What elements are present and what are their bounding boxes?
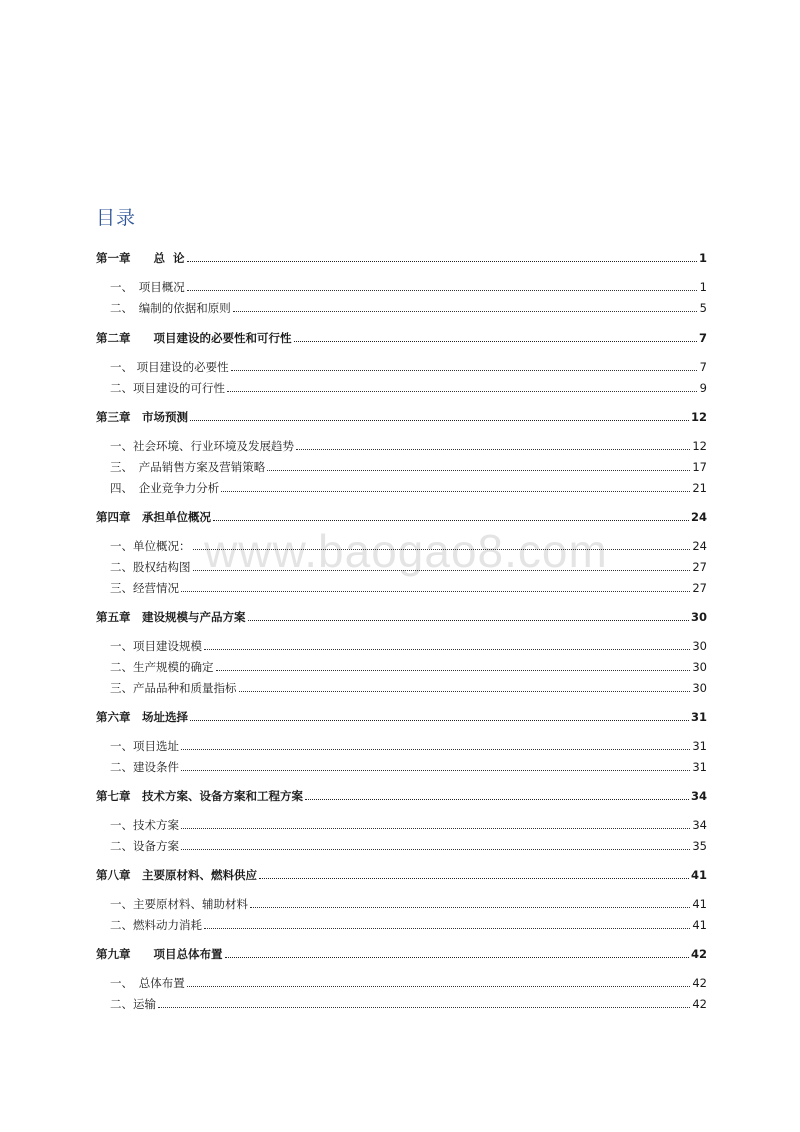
toc-section-entry[interactable]: [96, 435, 707, 453]
toc-section-entry[interactable]: [96, 814, 707, 832]
toc-chapter-entry[interactable]: [96, 247, 707, 265]
toc-entry-page-number: 7: [698, 331, 707, 345]
toc-section-entry[interactable]: [96, 656, 707, 674]
toc-section-entry[interactable]: [96, 577, 707, 595]
toc-entry-label: 第五章 建设规模与产品方案: [96, 610, 246, 624]
toc-entry-label: 一、单位概况：: [110, 539, 191, 553]
dot-leader: [227, 390, 697, 392]
toc-section-entry[interactable]: [96, 835, 707, 853]
toc-chapter-entry[interactable]: [96, 864, 707, 882]
dot-leader: [233, 310, 697, 312]
toc-entry-label: 第六章 场址选择: [96, 710, 188, 724]
toc-entry-page-number: 42: [690, 947, 707, 961]
toc-entry-label: 第七章 技术方案、设备方案和工程方案: [96, 789, 303, 803]
toc-section-entry[interactable]: [96, 356, 707, 374]
toc-entry-label: 二、项目建设的可行性: [110, 381, 225, 395]
toc-section-entry[interactable]: [96, 297, 707, 315]
toc-entry-label: 一、 总体布置: [110, 976, 185, 990]
toc-section-entry[interactable]: [96, 677, 707, 695]
toc-section-entry[interactable]: [96, 456, 707, 474]
toc-entry-label: 三、经营情况: [110, 581, 179, 595]
dot-leader: [193, 569, 691, 571]
dot-leader: [193, 548, 691, 550]
toc-entry-label: 二、股权结构图: [110, 560, 191, 574]
toc-entry-page-number: 30: [692, 681, 707, 695]
toc-section-entry[interactable]: [96, 972, 707, 990]
dot-leader: [181, 769, 690, 771]
toc-section-entry[interactable]: [96, 556, 707, 574]
toc-entry-page-number: 34: [690, 789, 707, 803]
toc-entry-page-number: 9: [699, 381, 707, 395]
dot-leader: [181, 590, 690, 592]
toc-chapter-entry[interactable]: [96, 327, 707, 345]
toc-entry-page-number: 30: [692, 660, 707, 674]
dot-leader: [187, 260, 697, 262]
toc-chapter-entry[interactable]: [96, 606, 707, 624]
dot-leader: [231, 369, 697, 371]
toc-entry-label: 第三章 市场预测: [96, 410, 188, 424]
toc-chapter-entry[interactable]: [96, 785, 707, 803]
toc-entry-page-number: 35: [692, 839, 707, 853]
toc-entry-label: 一、 项目概况: [110, 280, 185, 294]
toc-chapter-entry[interactable]: [96, 406, 707, 424]
dot-leader: [181, 748, 690, 750]
dot-leader: [225, 956, 689, 958]
toc-chapter-entry[interactable]: [96, 506, 707, 524]
toc-entry-page-number: 24: [690, 510, 707, 524]
toc-entry-page-number: 30: [690, 610, 707, 624]
dot-leader: [305, 798, 689, 800]
dot-leader: [190, 419, 689, 421]
toc-entry-label: 一、技术方案: [110, 818, 179, 832]
toc-entry-page-number: 30: [692, 639, 707, 653]
toc-entry-page-number: 41: [692, 897, 707, 911]
toc-section-entry[interactable]: [96, 993, 707, 1011]
toc-section-entry[interactable]: [96, 477, 707, 495]
toc-entry-label: 二、 编制的依据和原则: [110, 301, 231, 315]
toc-entry-label: 一、 项目建设的必要性: [110, 360, 229, 374]
toc-title: 目录: [96, 207, 137, 229]
toc-entry-page-number: 27: [692, 581, 707, 595]
dot-leader: [296, 448, 690, 450]
dot-leader: [204, 648, 690, 650]
toc-entry-page-number: 31: [690, 710, 707, 724]
toc-entry-page-number: 21: [692, 481, 707, 495]
toc-entry-label: 三、 产品销售方案及营销策略: [110, 460, 266, 474]
dot-leader: [259, 877, 689, 879]
dot-leader: [294, 340, 697, 342]
dot-leader: [187, 985, 691, 987]
toc-chapter-entry[interactable]: [96, 943, 707, 961]
dot-leader: [158, 1006, 690, 1008]
dot-leader: [221, 490, 690, 492]
dot-leader: [216, 669, 691, 671]
toc-entry-page-number: 27: [692, 560, 707, 574]
toc-entry-label: 一、主要原材料、辅助材料: [110, 897, 248, 911]
toc-entry-page-number: 12: [692, 439, 707, 453]
toc-section-entry[interactable]: [96, 735, 707, 753]
dot-leader: [181, 848, 690, 850]
toc-entry-label: 一、项目建设规模: [110, 639, 202, 653]
toc-entry-page-number: 41: [692, 918, 707, 932]
toc-entry-page-number: 31: [692, 760, 707, 774]
toc-entry-label: 第一章 总 论: [96, 251, 185, 265]
toc-section-entry[interactable]: [96, 377, 707, 395]
toc-entry-page-number: 34: [692, 818, 707, 832]
dot-leader: [181, 827, 690, 829]
toc-entry-page-number: 42: [692, 976, 707, 990]
toc-section-entry[interactable]: [96, 535, 707, 553]
toc-section-entry[interactable]: [96, 635, 707, 653]
dot-leader: [204, 927, 690, 929]
toc-entry-label: 一、项目选址: [110, 739, 179, 753]
toc-entry-label: 四、 企业竞争力分析: [110, 481, 220, 495]
toc-entry-label: 二、建设条件: [110, 760, 179, 774]
toc-section-entry[interactable]: [96, 893, 707, 911]
toc-entry-label: 二、燃料动力消耗: [110, 918, 202, 932]
dot-leader: [250, 906, 690, 908]
dot-leader: [248, 619, 689, 621]
toc-entry-label: 二、设备方案: [110, 839, 179, 853]
toc-entry-label: 三、产品品种和质量指标: [110, 681, 237, 695]
toc-entry-page-number: 1: [699, 280, 707, 294]
dot-leader: [187, 289, 697, 291]
toc-entry-page-number: 31: [692, 739, 707, 753]
watermark: www.baogao8.com: [204, 525, 608, 577]
toc-section-entry[interactable]: [96, 276, 707, 294]
toc-entry-page-number: 1: [698, 251, 707, 265]
dot-leader: [190, 719, 689, 721]
toc-entry-page-number: 17: [692, 460, 707, 474]
toc-entry-page-number: 24: [692, 539, 707, 553]
toc-entry-label: 第八章 主要原材料、燃料供应: [96, 868, 257, 882]
toc-entry-label: 一、社会环境、行业环境及发展趋势: [110, 439, 294, 453]
toc-chapter-entry[interactable]: [96, 706, 707, 724]
toc-entry-page-number: 42: [692, 997, 707, 1011]
toc-section-entry[interactable]: [96, 756, 707, 774]
dot-leader: [239, 690, 691, 692]
toc-entry-label: 第四章 承担单位概况: [96, 510, 211, 524]
toc-entry-label: 第二章 项目建设的必要性和可行性: [96, 331, 292, 345]
dot-leader: [213, 519, 689, 521]
toc-entry-label: 第九章 项目总体布置: [96, 947, 223, 961]
toc-entry-page-number: 41: [690, 868, 707, 882]
toc-entry-page-number: 5: [699, 301, 707, 315]
toc-entry-label: 二、生产规模的确定: [110, 660, 214, 674]
dot-leader: [267, 469, 690, 471]
toc-entry-page-number: 7: [699, 360, 707, 374]
toc-section-entry[interactable]: [96, 914, 707, 932]
toc-entry-page-number: 12: [690, 410, 707, 424]
toc-entry-label: 二、运输: [110, 997, 156, 1011]
